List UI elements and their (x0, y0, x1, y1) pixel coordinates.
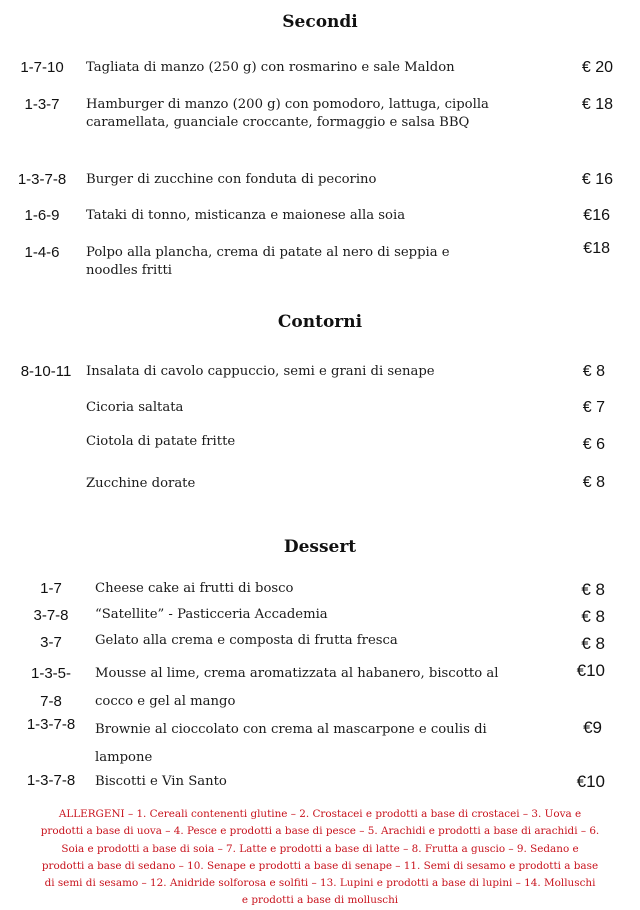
dish-price: € 8 (581, 580, 605, 599)
allergen-codes: 3-7-8 (33, 607, 69, 624)
dish-description: Brownie al cioccolato con crema al mascarpone e coulis di lampone (95, 722, 487, 765)
dish-price: € 8 (581, 607, 605, 626)
allergen-codes: 1-4-6 (24, 244, 60, 261)
dish-price: € 6 (582, 436, 605, 453)
allergen-codes: 8-10-11 (20, 363, 72, 380)
dish-description: Burger di zucchine con fonduta di pecorino (86, 172, 377, 187)
dish-description: Polpo alla plancha, crema di patate al nero di seppia e noodles fritti (86, 245, 450, 278)
allergen-codes: 1-7-10 (20, 59, 64, 76)
dish-price: € 8 (581, 634, 605, 653)
dish-description: Gelato alla crema e composta di frutta fresca (95, 633, 398, 648)
section-title-contorni: Contorni (277, 312, 363, 332)
dish-price: €10 (576, 772, 605, 791)
dish-description: Tagliata di manzo (250 g) con rosmarino e sale Maldon (86, 60, 455, 75)
allergen-codes: 1-3-7-8 (26, 716, 76, 733)
dish-price: €9 (583, 718, 602, 737)
allergen-codes: 1-3-7-8 (17, 171, 67, 188)
dish-price: €16 (583, 207, 610, 224)
allergens-legend: ALLERGENI – 1. Cereali contenenti glutine – 2. Crostacei e prodotti a base di crostacei – 3. Uova e prodotti a base di uova – 4. Pesce e prodotti a base di pesce – 5. Arachidi e prodotti a base di arachidi – 6. Soia e prodotti a base di soia – 7. Latte e prodotti a base di latte – 8. Frutta a guscio – 9. Sedano e prodotti a base di sedano – 10. Senape e prodotti a base di senape – 11. Semi di sesamo e prodotti a base di semi di sesamo – 12. Anidride solforosa e solfiti – 13. Lupini e prodotti a base di lupini – 14. Molluschi e prodotti a base di molluschi (40, 808, 600, 907)
dish-price: € 16 (581, 171, 613, 188)
dish-description: Insalata di cavolo cappuccio, semi e grani di senape (86, 364, 435, 379)
dish-price: € 20 (581, 59, 613, 76)
allergen-codes: 1-3-5-7-8 (30, 665, 71, 710)
allergen-codes: 1-7 (40, 580, 62, 597)
dish-description: Cicoria saltata (86, 400, 184, 415)
allergen-codes: 1-6-9 (24, 207, 60, 224)
dish-description: Mousse al lime, crema aromatizzata al habanero, biscotto al cocco e gel al mango (95, 666, 499, 709)
dish-description: Hamburger di manzo (200 g) con pomodoro, lattuga, cipolla caramellata, guanciale croccante, formaggio e salsa BBQ (86, 97, 489, 130)
dish-description: Cheese cake ai frutti di bosco (95, 581, 294, 596)
dish-description: Zucchine dorate (86, 476, 196, 491)
dish-description: Ciotola di patate fritte (86, 434, 236, 449)
allergen-codes: 3-7 (40, 634, 62, 651)
dish-price: € 8 (582, 474, 605, 491)
allergen-codes: 1-3-7-8 (26, 772, 76, 789)
dish-price: € 18 (581, 96, 613, 113)
dish-price: € 8 (582, 363, 605, 380)
dish-description: “Satellite” - Pasticceria Accademia (95, 607, 328, 622)
allergen-codes: 1-3-7 (24, 96, 60, 113)
dish-price: € 7 (582, 399, 605, 416)
dish-price: €10 (576, 661, 605, 680)
section-title-secondi: Secondi (282, 12, 358, 32)
dish-description: Biscotti e Vin Santo (95, 774, 227, 789)
dish-price: €18 (583, 240, 610, 257)
section-title-dessert: Dessert (283, 537, 357, 557)
dish-description: Tataki di tonno, misticanza e maionese alla soia (86, 208, 406, 223)
